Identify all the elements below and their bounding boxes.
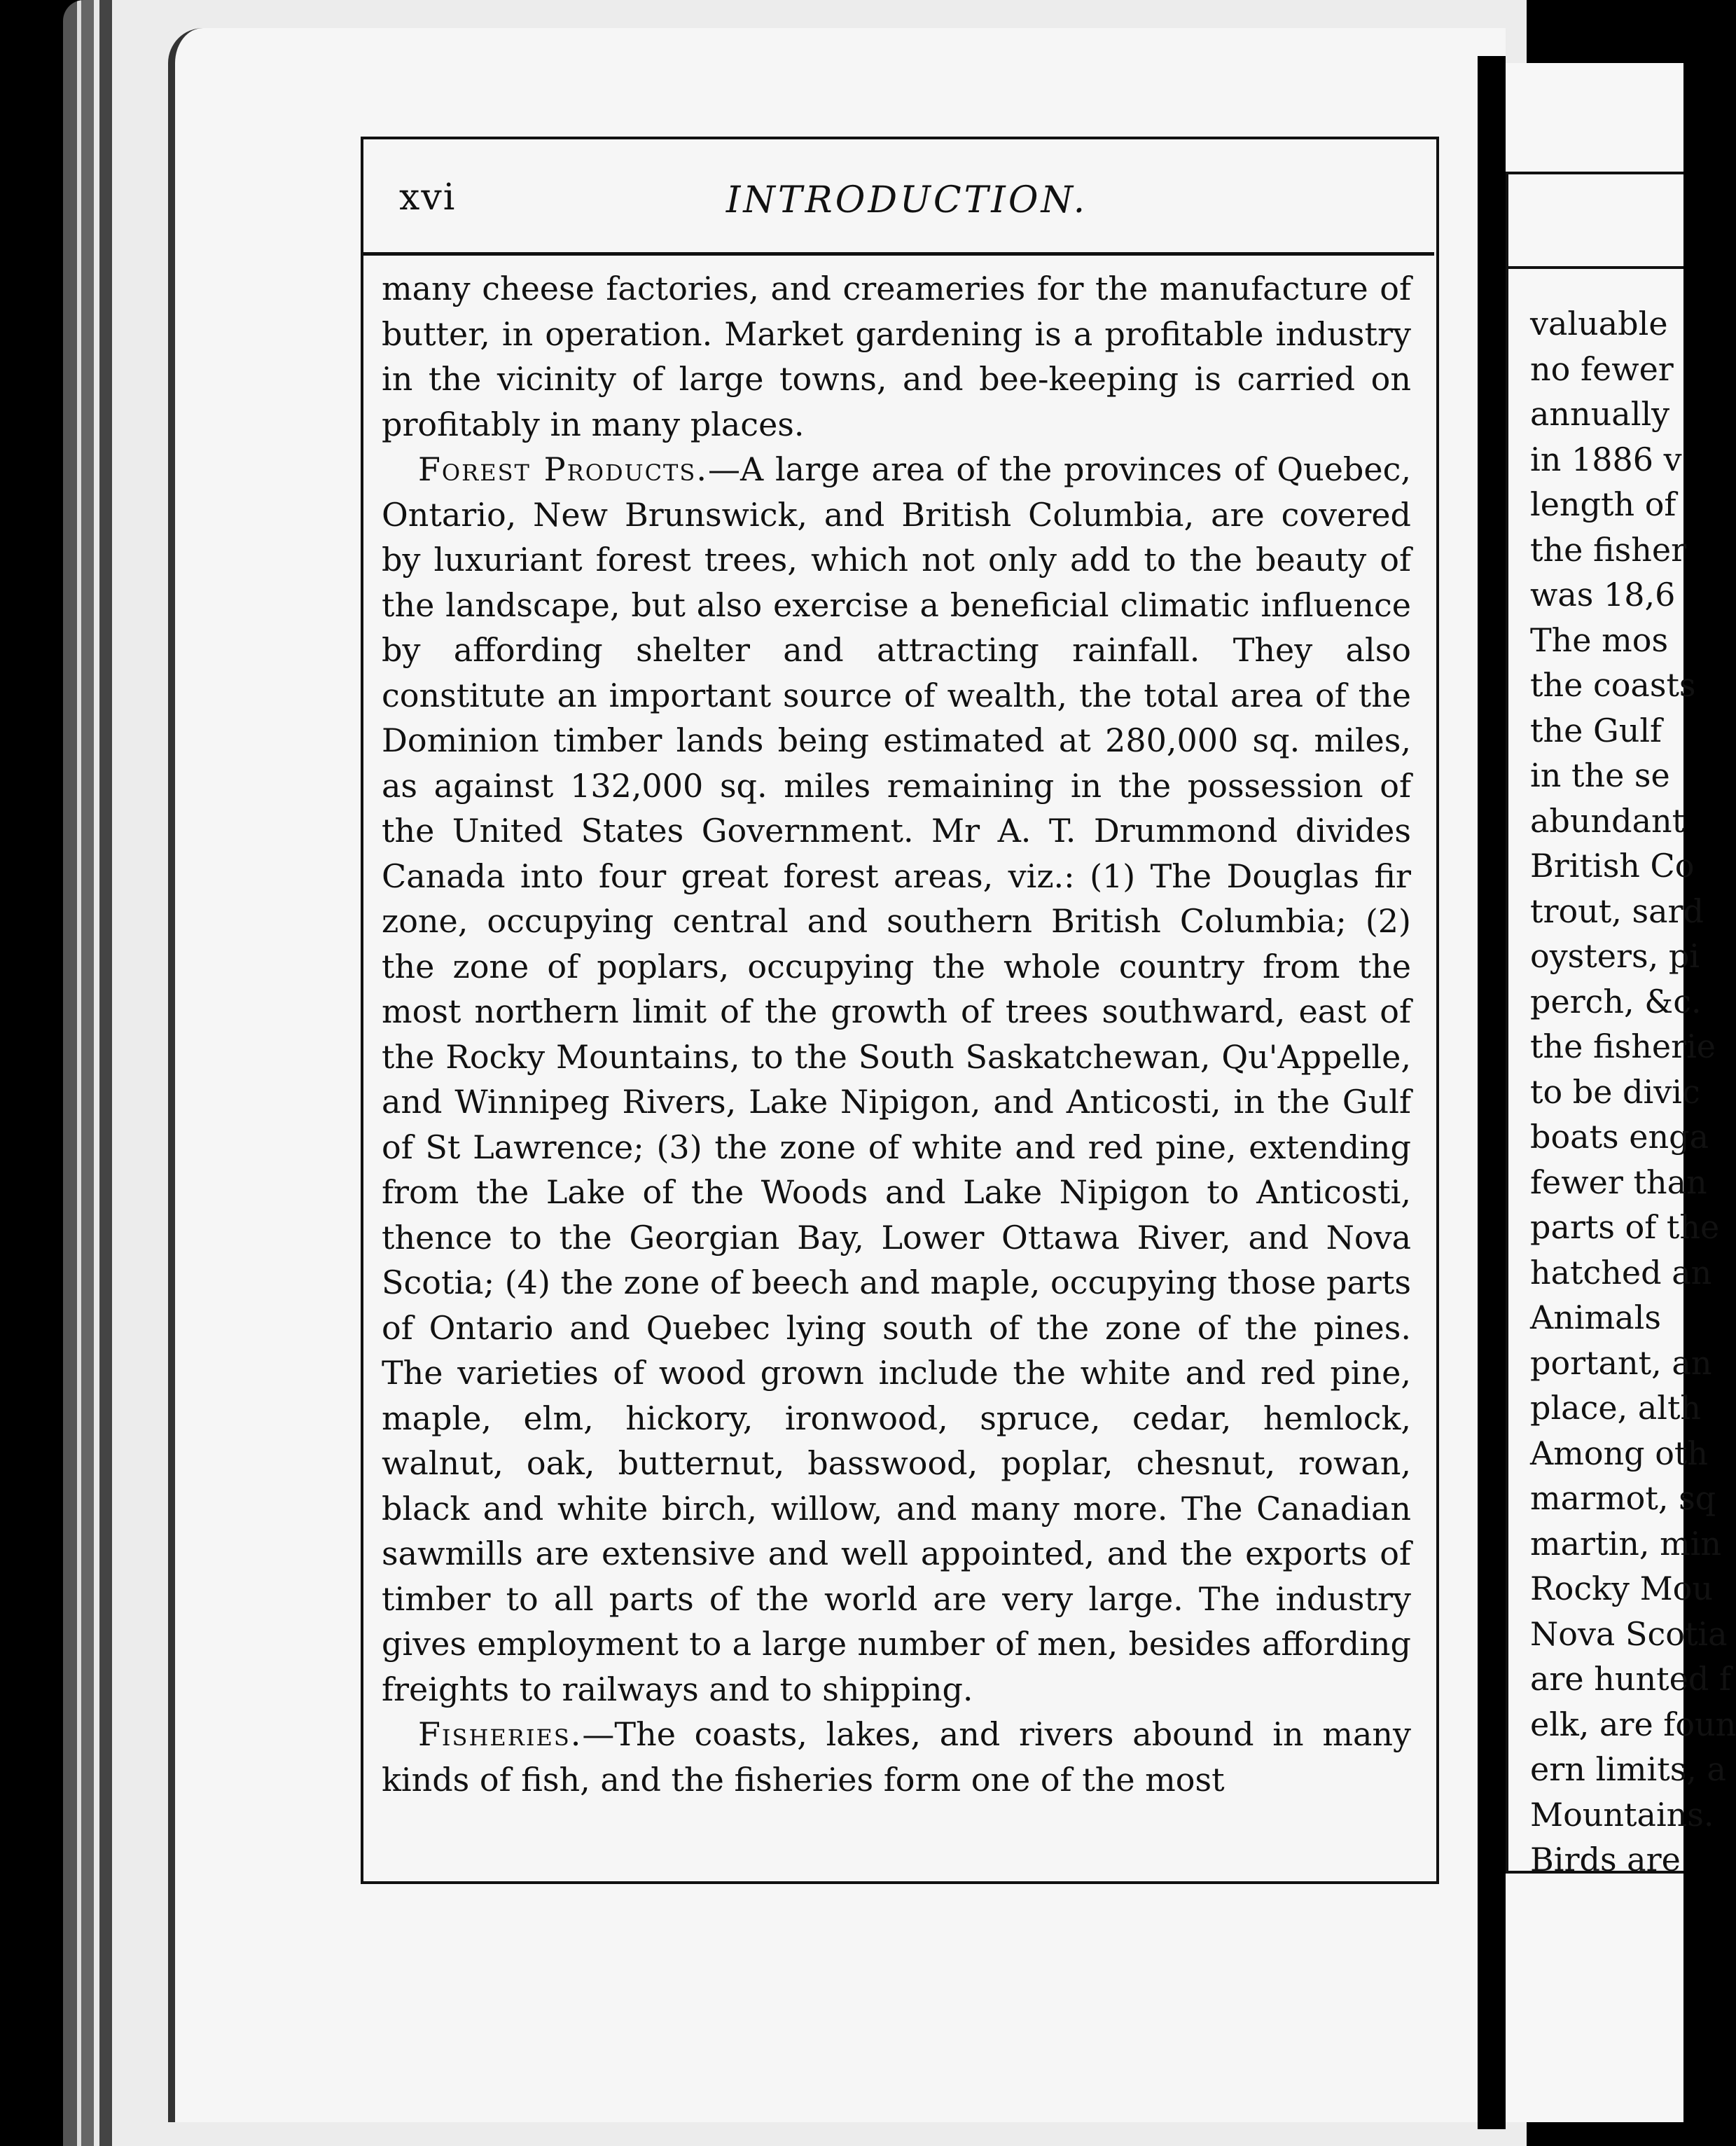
right-page-line: to be divic <box>1530 1072 1700 1111</box>
section-heading-fisheries: Fisheries. <box>418 1715 583 1753</box>
paragraph-fisheries <box>382 1712 1411 1802</box>
right-page-line: in the se <box>1530 756 1670 794</box>
right-page-line: no fewer <box>1530 349 1674 388</box>
page-number: xvi <box>399 176 457 219</box>
right-page-line: Birds are <box>1530 1841 1681 1878</box>
right-page-line: in 1886 v <box>1530 440 1682 478</box>
book-gutter <box>1478 56 1506 2129</box>
right-page-line: Among oth <box>1530 1434 1709 1472</box>
right-page-line: boats enga <box>1530 1118 1709 1156</box>
right-page-line: elk, are foun <box>1530 1705 1736 1743</box>
right-page-line: British Co <box>1530 847 1695 885</box>
right-page-text <box>1530 301 1736 1883</box>
body-text <box>382 266 1411 1802</box>
right-page-line: fewer than <box>1530 1163 1707 1201</box>
paragraph-forest-products <box>382 447 1411 1712</box>
right-page-line: the fisher <box>1530 530 1687 569</box>
right-page-line: the coasts <box>1530 666 1696 704</box>
paragraph-forest-products-body: —A large area of the provinces of Quebec, Ontario, New Brunswick, and British Columbia, are covered by luxuriant forest trees, which not only add to the beauty of the landscape, but also exercise a beneficial climatic influence by affording shelter and attracting rainfall. They also constitute an important source of wealth, the total area of the Dominion timber lands being estimated at 280,000 sq. miles, as against 132,000 sq. miles remaining in the possession of the United States Government. Mr A. T. Drummond divides Canada into four great forest areas, viz.: (1) The Douglas fir zone, occupying central and southern British Columbia; (2) the zone of poplars, occupying the whole country from the most northern limit of the growth of trees southward, east of the Rocky Mountains, to the South Saskatchewan, Qu'Appelle, and Winnipeg Rivers, Lake Nipigon, and Anticosti, in the Gulf of St Lawrence; (3) the zone of white and red pine, extending from the Lake of the Woods and Lake Nipigon to Anticosti, thence to the Georgian Bay, Lower Ottawa River, and Nova Scotia; (4) the zone of beech and maple, occupying those parts of Ontario and Quebec lying south of the zone of the pines. The varieties of wood grown include the white and red pine, maple, elm, hickory, ironwood, spruce, cedar, hemlock, walnut, oak, butternut, basswood, poplar, chesnut, rowan, black and white birch, willow, and many more. The Canadian sawmills are extensive and well appointed, and the exports of timber to all parts of the world are very large. The industry gives employment to a large number of men, besides affording freights to railways and to shipping. <box>382 450 1411 1708</box>
right-page-line: parts of the <box>1530 1208 1720 1246</box>
head-rule <box>363 252 1434 256</box>
right-page-line: the Gulf <box>1530 711 1662 749</box>
right-page-line: portant, an <box>1530 1343 1712 1382</box>
right-page-line: Nova Scotia <box>1530 1614 1728 1653</box>
right-page-line: The mos <box>1530 621 1669 659</box>
right-page-line: was 18,6 <box>1530 576 1676 614</box>
right-page-line: martin, min <box>1530 1524 1722 1563</box>
right-page-line: abundant <box>1530 801 1686 840</box>
paragraph-agriculture: many cheese factories, and creameries for the manufacture of butter, in operation. Market gardening is a profitable industry in the vicinity of large towns, and bee-keeping is carried on profitably in many places. <box>382 270 1411 443</box>
right-page-line: the fisherie <box>1530 1027 1716 1065</box>
section-heading-forest-products: Forest Products. <box>418 450 708 488</box>
right-page-line: marmot, sq <box>1530 1479 1716 1517</box>
running-head <box>392 168 1422 231</box>
right-page-line: trout, sard <box>1530 892 1704 930</box>
page-title: INTRODUCTION. <box>725 179 1088 221</box>
right-page-line: length of <box>1530 485 1676 523</box>
right-page-line: perch, &c. <box>1530 982 1702 1020</box>
right-page-line: annually <box>1530 395 1670 433</box>
right-page-line: Mountains. <box>1530 1795 1714 1834</box>
right-page-line: Rocky Mou <box>1530 1570 1713 1607</box>
right-page-line: hatched an <box>1530 1253 1712 1292</box>
right-page-head-rule <box>1506 266 1683 269</box>
right-page-line: place, alth <box>1530 1389 1702 1427</box>
right-page-line: oysters, pi <box>1530 937 1700 975</box>
right-page-line: ern limits, a <box>1530 1750 1726 1788</box>
right-page-line: valuable <box>1530 305 1668 342</box>
right-page-line: Animals <box>1530 1299 1661 1336</box>
right-page-line: are hunted f <box>1530 1660 1731 1698</box>
paragraph-fisheries-body: —The coasts, lakes, and rivers abound in many kinds of fish, and the fisheries form one of the most <box>382 1715 1411 1799</box>
